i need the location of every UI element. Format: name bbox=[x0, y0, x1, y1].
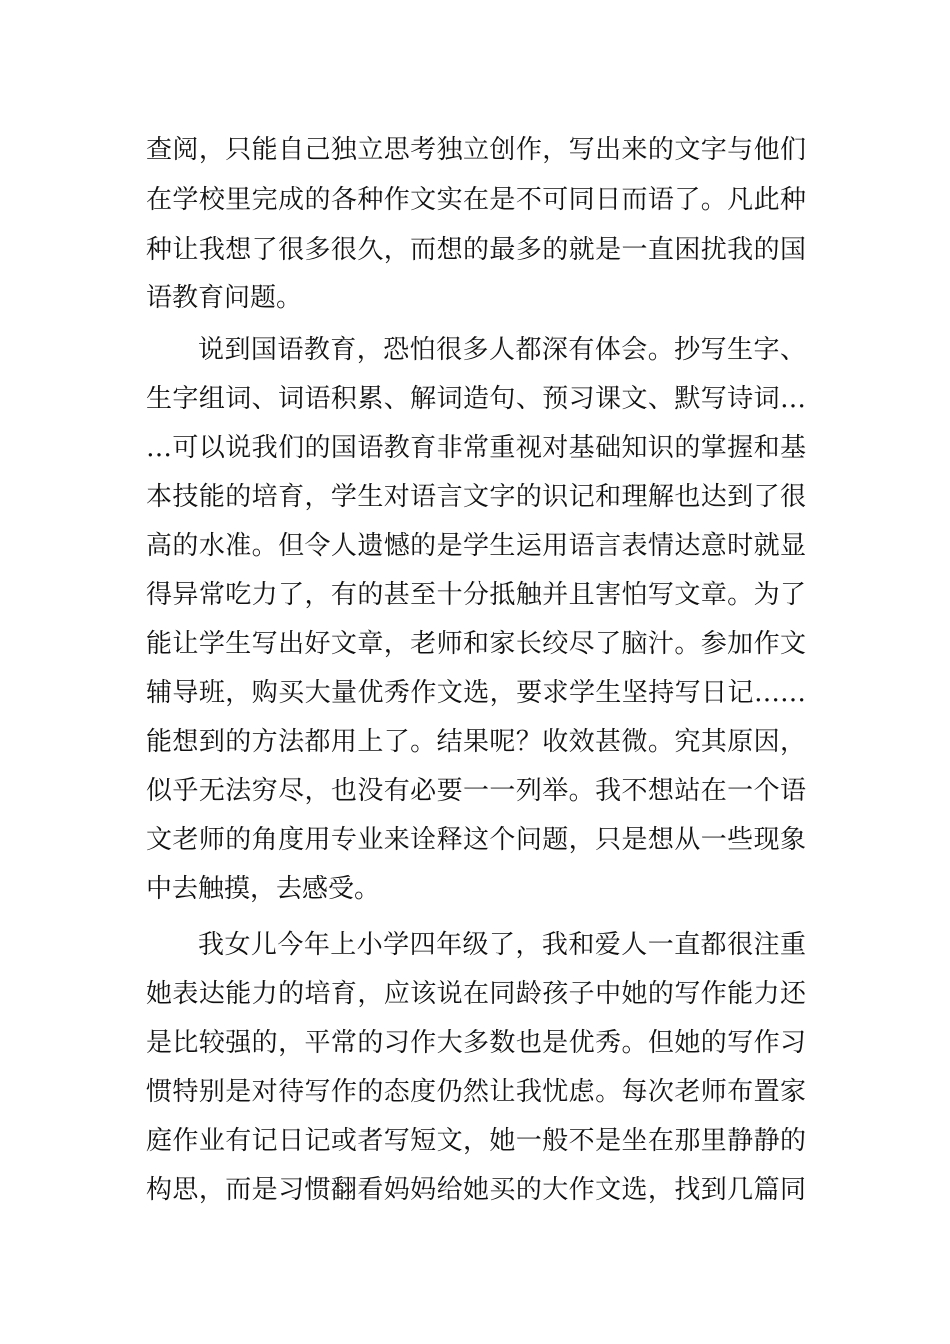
text-line: 辅导班，购买大量优秀作文选，要求学生坚持写日记…… bbox=[146, 678, 806, 708]
text-line: 庭作业有记日记或者写短文，她一般不是坐在那里静静的 bbox=[146, 1126, 806, 1156]
text-line: 能让学生写出好文章，老师和家长绞尽了脑汁。参加作文 bbox=[146, 629, 806, 659]
paragraph-first-line: 我女儿今年上小学四年级了，我和爱人一直都很注重 bbox=[198, 930, 806, 960]
text-line: …可以说我们的国语教育非常重视对基础知识的掌握和基 bbox=[146, 433, 806, 463]
text-line: 是比较强的，平常的习作大多数也是优秀。但她的写作习 bbox=[146, 1028, 806, 1058]
text-line: 在学校里完成的各种作文实在是不可同日而语了。凡此种 bbox=[146, 185, 806, 215]
text-line: 构思，而是习惯翻看妈妈给她买的大作文选，找到几篇同 bbox=[146, 1175, 806, 1205]
text-line: 文老师的角度用专业来诠释这个问题，只是想从一些现象 bbox=[146, 825, 806, 855]
text-line: 得异常吃力了，有的甚至十分抵触并且害怕写文章。为了 bbox=[146, 580, 806, 610]
text-line: 生字组词、词语积累、解词造句、预习课文、默写诗词… bbox=[146, 384, 806, 414]
paragraph-first-line: 说到国语教育，恐怕很多人都深有体会。抄写生字、 bbox=[198, 335, 806, 365]
text-line: 高的水准。但令人遗憾的是学生运用语言表情达意时就显 bbox=[146, 531, 806, 561]
text-line: 她表达能力的培育，应该说在同龄孩子中她的写作能力还 bbox=[146, 979, 806, 1009]
text-line: 本技能的培育，学生对语言文字的识记和理解也达到了很 bbox=[146, 482, 806, 512]
text-line: 中去触摸，去感受。 bbox=[146, 874, 381, 904]
text-line: 查阅，只能自己独立思考独立创作，写出来的文字与他们 bbox=[146, 135, 806, 165]
text-line: 惯特别是对待写作的态度仍然让我忧虑。每次老师布置家 bbox=[146, 1077, 806, 1107]
text-line: 能想到的方法都用上了。结果呢？收效甚微。究其原因， bbox=[146, 727, 806, 757]
text-line: 似乎无法穷尽，也没有必要一一列举。我不想站在一个语 bbox=[146, 776, 806, 806]
text-line: 种让我想了很多很久，而想的最多的就是一直困扰我的国 bbox=[146, 235, 806, 265]
text-line: 语教育问题。 bbox=[146, 283, 303, 313]
